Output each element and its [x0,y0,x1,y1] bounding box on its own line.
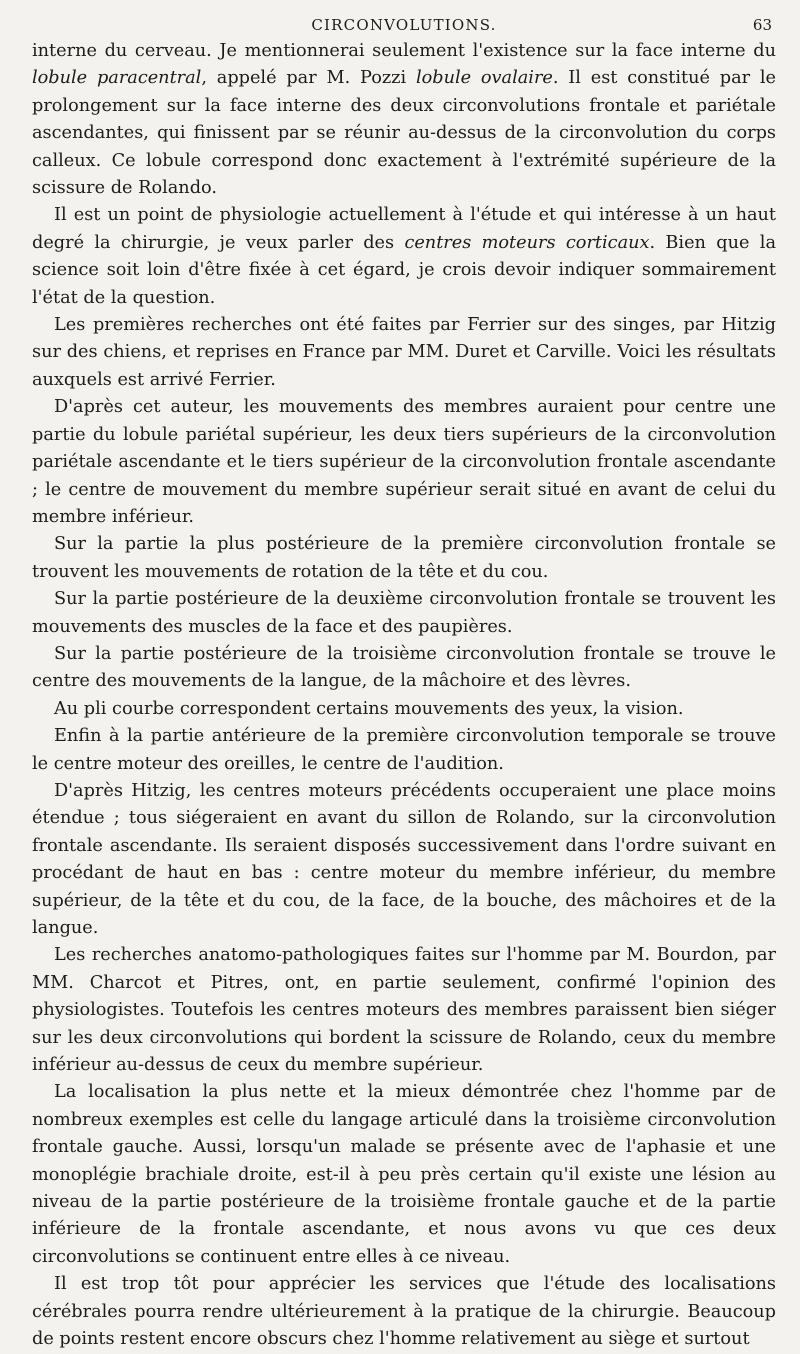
body-text [32,38,776,1354]
text-run: interne du cerveau. Je mentionnerai seulement l'existence sur la face interne du [32,41,776,61]
text-run: . Bien que la science soit loin d'être fixée à cet égard, je crois devoir indiquer sommairement l'état de la question. [32,232,776,308]
paragraph-9: Enfin à la partie antérieure de la première circonvolution temporale se trouve le centre moteur des oreilles, le centre de l'audition. [32,726,776,774]
italic-term-lobule-ovalaire: lobule ovalaire [415,68,553,89]
text-run: , appelé par M. Pozzi [201,68,416,89]
paragraph-10: D'après Hitzig, les centres moteurs précédents occuperaient une place moins étendue ; tous siégeraient en avant du sillon de Rolando, sur la circonvolution frontale ascendante. Ils seraient disposés successivement dans l'ordre suivant en procédant de haut en bas : centre moteur du membre inférieur, du membre supérieur, de la tête et du cou, de la face, de la bouche, des mâchoires et de la langue. [32,780,776,938]
paragraph-13: Il est trop tôt pour apprécier les services que l'étude des localisations cérébrales pourra rendre ultérieurement à la pratique de la chirurgie. Beaucoup de points restent encore obscurs chez l'homme relativement au siège et surtout [32,1274,776,1350]
paragraph-8: Au pli courbe correspondent certains mouvements des yeux, la vision. [54,698,684,719]
paragraph-4: D'après cet auteur, les mouvements des membres auraient pour centre une partie du lobule pariétal supérieur, les deux tiers supérieurs de la circonvolution pariétale ascendante et le tiers supérieur de la circonvolution frontale ascendante ; le centre de mouvement du membre supérieur serait situé en avant de celui du membre inférieur. [32,397,776,527]
paragraph-1 [32,38,776,202]
running-header [32,0,776,38]
italic-term-centres-moteurs: centres moteurs corticaux [404,232,650,253]
italic-term-lobule-paracentral: lobule paracentral [32,68,202,89]
page-number: 63 [752,16,772,34]
header-title: CIRCONVOLUTIONS. [311,16,497,34]
paragraph-12: La localisation la plus nette et la mieux démontrée chez l'homme par de nombreux exemples est celle du langage articulé dans la troisième circonvolution frontale gauche. Aussi, lorsqu'un malade se présente avec de l'aphasie et une monoplégie brachiale droite, est-il à peu près certain qu'il existe une lésion au niveau de la partie postérieure de la troisième frontale gauche et de la partie inférieure de la frontale ascendante, et nous avons vu que ces deux circonvolutions se continuent entre elles à ce niveau. [32,1082,776,1267]
paragraph-6: Sur la partie postérieure de la deuxième circonvolution frontale se trouvent les mouvements des muscles de la face et des paupières. [32,589,776,637]
text-run: Il est un point de physiologie actuellement à l'étude et qui intéresse à un haut degré la chirurgie, je veux parler des [32,205,776,253]
paragraph-11: Les recherches anatomo-pathologiques faites sur l'homme par M. Bourdon, par MM. Charcot et Pitres, ont, en partie seulement, confirmé l'opinion des physiologistes. Toutefois les centres moteurs des membres paraissent bien siéger sur les deux circonvolutions qui bordent la scissure de Rolando, ceux du membre inférieur au-dessus de ceux du membre supérieur. [32,945,776,1076]
paragraph-5: Sur la partie la plus postérieure de la première circonvolution frontale se trouvent les mouvements de rotation de la tête et du cou. [32,534,776,582]
paragraph-3: Les premières recherches ont été faites par Ferrier sur des singes, par Hitzig sur des chiens, et reprises en France par MM. Duret et Carville. Voici les résultats auxquels est arrivé Ferrier. [32,315,776,390]
paragraph-2 [32,202,776,312]
paragraph-7: Sur la partie postérieure de la troisième circonvolution frontale se trouve le centre des mouvements de la langue, de la mâchoire et des lèvres. [32,643,776,692]
text-run: . Il est constitué par le prolongement sur la face interne des deux circonvolutions frontale et pariétale ascendantes, qui finissent par se réunir au-dessus de la circonvolution du corps calleux. Ce lobule correspond donc exactement à l'extrémité supérieure de la scissure de Rolando. [32,68,777,199]
